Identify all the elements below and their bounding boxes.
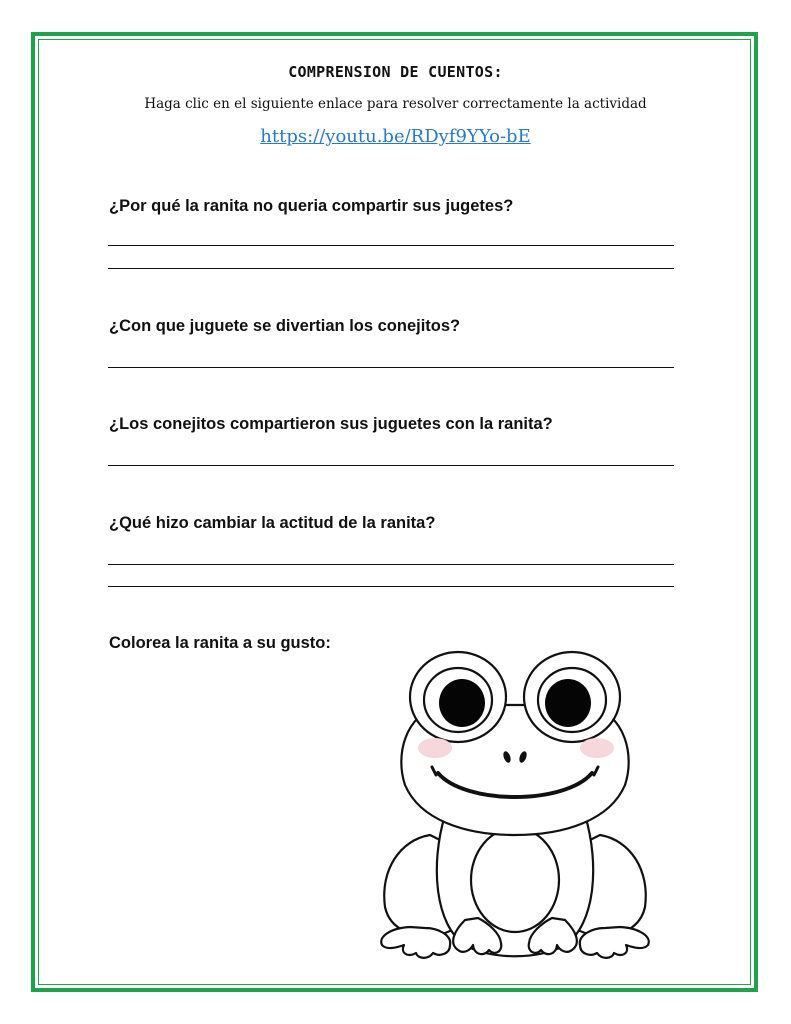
question-2: ¿Con que juguete se divertian los conejitos? xyxy=(109,317,461,335)
answer-line-4a[interactable] xyxy=(108,564,674,565)
question-1: ¿Por qué la ranita no queria compartir sus jugetes? xyxy=(109,197,514,215)
question-4: ¿Qué hizo cambiar la actitud de la ranita? xyxy=(109,514,436,532)
coloring-prompt: Colorea la ranita a su gusto: xyxy=(109,634,331,652)
question-3: ¿Los conejitos compartieron sus juguetes con la ranita? xyxy=(109,415,553,433)
video-link[interactable]: https://youtu.be/RDyf9YYo-bE xyxy=(260,126,531,147)
answer-line-1b[interactable] xyxy=(108,268,674,269)
worksheet-title: COMPRENSION DE CUENTOS: xyxy=(288,63,503,81)
answer-line-1a[interactable] xyxy=(108,245,674,246)
answer-line-2[interactable] xyxy=(108,367,674,368)
instruction-text: Haga clic en el siguiente enlace para resolver correctamente la actividad xyxy=(144,96,647,112)
answer-line-3[interactable] xyxy=(108,465,674,466)
frog-outline-icon xyxy=(370,645,660,965)
answer-line-4b[interactable] xyxy=(108,586,674,587)
